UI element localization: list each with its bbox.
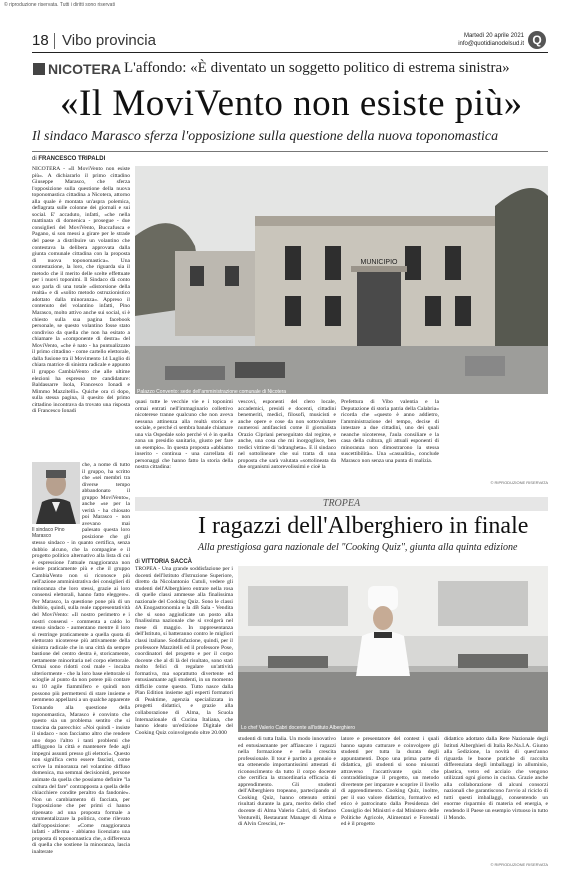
article2-headline: I ragazzi dell'Alberghiero in finale xyxy=(198,513,529,539)
article1-headline: «Il MoviVento non esiste più» xyxy=(60,83,523,124)
header-rule xyxy=(32,52,548,53)
portrait-caption: Il sindaco Pino Marasco xyxy=(32,527,65,539)
article1-col4: vescovi, esponenti del clero locale, accademici, presidi e docenti, cittadini benemeriti, medici, filosofi, musicisti e anche opere e cose da non sottovalutare numerosi antifascisti come il giornalista Orazio Cipriani perseguitato dal regime, e anche, una cosa che mi inorgoglisce, ben tredici vittime di 'ndrangheta». E il sindaco nel sottolineare che sui tratta di una proposta che sarà valutata «sottolineata da due organismi autorevolissimi e cioè la xyxy=(238,399,336,471)
building-caption: Palazzo Convento: sede dell'amministrazione comunale di Nicotera xyxy=(137,389,287,395)
header-date: Martedì 20 aprile 2021 xyxy=(463,33,524,39)
article2-col1: TROPEA - Una grande soddisfazione per i docenti dell'Istituto d'Istruzione Superiore, diretto da Nicolantonio Cutuli, vedere gli studenti dell'Alberghiero entrare nella rosa di quelle classi ammesse alla finalissima nazionale del Cooking Quiz. Sono le classi 4A Enogastronomia e la 4B Sala - Vendita che si sono aggiudicate un posto alla finalissima nazionale che si svolgerà nel mese di maggio. In rappresentanza dell'Istituto, si batteranno contro le migliori classi italiane. Soddisfazione, quindi, per il professore Mazzitelli ed il professore Pose, coordinatori del progetto e per il corpo docente che al di là del risultato, sono stati molto felici di regalare un'attività formativa, ma soprattutto divertente ed entusiasmante agli studenti, in un momento difficile come questo. Tutto nasce dalla Plan Edition insieme agli esperti formatori di Peaktime, agenzia specializzata in progetti didattici, e grazie alla collaborazione di Alma, la Scuola Internazionale di Cucina Italiana, che hanno ideato un'edizione Digitale del Cooking Quiz coinvolgendo oltre 20.000 xyxy=(135,566,233,736)
newspaper-logo: Q xyxy=(528,31,546,49)
article2-tag: TROPEA xyxy=(135,497,548,511)
article1-col3: quasi tutte le vecchie vie e i toponimi ormai entrati nell'immaginario collettivo nicoterese tranne qualcuno che non aveva nessuna attinenza alla realtà storica e sociale, e perché ci sembra banale chiamare una via Ospedale solo perché vi è in quella zona un presidio sanitario, giusto per fare un esempio». In questa proposta «abbiamo inserito - continua - una carrellata di personaggi che hanno fatto la storia della nostra cittadina: xyxy=(135,399,233,471)
header-email: info@quotidianodelsud.it xyxy=(458,41,524,47)
article1-rule xyxy=(32,151,548,152)
article1-col1-wrap: che, a nome di tutto il gruppo, ha scritto che «sei membri tra diverse tempo abbandonato il gruppo MoviVento», anche «se per la verità - ha chiosato poi Marasco - non avevano mai palesato questa loro posizione che gli xyxy=(82,462,130,540)
top-notice: © riproduzione riservata. Tutti i diritti sono riservati xyxy=(4,2,115,8)
article2-credit: © RIPRODUZIONE RISERVATA xyxy=(490,862,548,867)
mayor-portrait xyxy=(32,462,80,524)
article2-col4: didattico adottato dalla Rete Nazionale degli Istituti Alberghieri di Italia Re.Na.I.A. Giunto alla 5edizione, la novità di quest'anno riguarda le buone pratiche di raccolta differenziata degli imballaggi in alluminio, plastica, vetro ed acciaio che vengono utilizzati ogni giorno in cucina. Grazie anche alla collaborazione di alcuni consorzi nazionali che garantiscono l'avvio al riciclo di tutti questi imballaggi, consentendo un enorme risparmio di materia ed energia, e rendendo il Paese un esempio virtuoso in tutto il Mondo. xyxy=(444,736,548,821)
kicker-square xyxy=(33,63,45,75)
byline-author: FRANCESCO TRIPALDI xyxy=(38,156,106,162)
article1-col1-bottom: stesso sindaco - in quanto certifica, senza dubbio alcuno, che la compagine e il progetto politico alternativo alla lista di cui è espressione l'attuale maggioranza non esiste praticamente più e che il gruppo CambiaVento non si riconosce più nell'azione amministrativa dei consiglieri di minoranza che loro stessi, grazie ai loro consensi elettorali, hanno fatto eleggere». Per Marasco, la questione pone più di un dubbio, quindi, sulla reale rappresentatività del MoviVento: «Il nostro perimetro e i nostri consensi - commenta a caldo lo stesso sindaco - aumentano mentre il loro si restringe praticamente a quella quota di elettorato nicoterese più attivamente della sinistra radicale che in una città da sempre bastione del centro destra è, storicamente, nettamente minoritaria nel corpo elettorale. Ormai sono ridotti così male - incalza ulteriormente - che la loro base elettorale si scioglie al punto da non potere più contare su 10 agile fiammifero e quindi non possono più permettersi di stare insieme e nemmeno appellarsi a un qualche apparente xyxy=(32,540,130,702)
article2-byline xyxy=(135,559,192,565)
section-name: Vibo provincia xyxy=(62,32,156,49)
article2-subhead: Alla prestigiosa gara nazionale del "Cooking Quiz", giunta alla quinta edizione xyxy=(198,542,518,553)
chef-caption: Lo chef Valerio Cabri docente all'istituto Alberghiero xyxy=(241,725,355,731)
building-sign: MUNICIPIO xyxy=(360,259,398,266)
header-divider xyxy=(54,33,55,49)
article1-col5: Prefettura di Vibo valentia e la Deputazione di storia patria della Calabria» ricorda che «questo è anno addietro, l'amministrazione del tempo, decise di intestare a due cittadini, uno dei quali neanche nicoterese, l'aula consiliare e la casa della cultura, gli attuali esponenti di minoranza non dimostrarono la stessa suscettibilità». Una «casualità», conclude Marasco non senza una punta di malizia. xyxy=(341,399,439,464)
chef-photo xyxy=(238,566,548,732)
byline-author: VITTORIA SACCÀ xyxy=(141,559,193,565)
article1-subhead: Il sindaco Marasco sferza l'opposizione sulla questione della nuova toponomastica xyxy=(32,129,499,144)
article1-byline xyxy=(32,156,105,162)
byline-prefix: di xyxy=(135,559,140,565)
article1-credit: © RIPRODUZIONE RISERVATA xyxy=(490,480,548,485)
article2-col3: latore e presentatore del contest i quali hanno saputo catturare e coinvolgere gli studenti per tutta la durata degli appuntamenti. Dopo una prima parte di didattica, gli studenti si sono misurati attraverso l'accattivante quiz che contraddistingue il progetto, un metodo divertente per imparare e scoprire il livello di apprendimento. Cooking Quiz, inoltre, per il suo valore didattico, formativo ed etico è patrocinato dalla Presidenza del Consiglio dei Ministri e dal Ministero delle Politiche Agricole, Alimentari e Forestali ed è il progetto xyxy=(341,736,439,828)
article1-kicker: NICOTERA xyxy=(48,61,122,77)
article1-col1-top: NICOTERA - «Il MoviVento non esiste più». A dichiararlo il primo cittadino Giuseppe Marasco, che sferza l'opposizione sulla questione della nuova toponomastica cittadina a Nicotera, attorno alla quale è montata un'aspra polemica, deflagrata sulle colonne dei giornali e sui social. E' accaduto, infatti, «che nella mattinata di domenica - prosegue - due consiglieri del MoviVento, Buccafusca e Pagano, si son messi a girare per le strade del paese a distribuire un volantino che contestava la delibera approvata dalla giunta comunale cittadina con la proposta di nuova toponomastica». Una contestazione, la loro, che riguarda sia il metodo che il merito delle scelte effettuate per i nuovi toponimi. Il Sindaco dà conto suo parla di una totale «distorsione della realtà» e di «solito metodo ostruzionistico adottato dalla minoranza». Appreso il contenuto del volantino infatti, Pino Marasco, molto attivo anche sui social, si è chiesto sulla sua pagina facebook personale, se questo volantino fosse stato condiviso da quella che non ha esitato a chiamare la «componente di destra» del MoviVento, «che è nato - ha puntualizzato il primo cittadino - come cartello elettorale, dalla fusione tra il Movimento 14 Luglio di chiara matrice di sinistra radicale e appunto il gruppo CambiaVento che alle ultime elezioni ha espresso tre candidature: Baldassarre Isola, Francesco Ionadi e Mimmo Mazzitelli». Quiche ora ci dopo, sulla stessa pagina, il quesito del primo cittadino incontrava da trovato una risposta di Francesco Ionadi xyxy=(32,166,130,415)
article2-col2: studenti di tutta Italia. Un modo innovativo ed entusiasmante per affiancare i ragazzi nella formazione e nella crescita professionale. Il tour è partito a gennaio e sta ottenendo importantissimi attestati di riconoscimento da tutto il corpo docente che certifica la straordinaria efficacia di apprendimento. Gli studenti dell'Alberghiero tropeano, partecipando al Cooking Quiz, hanno ottenuto ottimi risultati durante la gara, merito dello chef docente di Alma Valerio Cabri, di Stefano Venturelli, Restaurant Manager di Alma e di Alvin Crescini, re- xyxy=(238,736,336,828)
building-photo xyxy=(135,166,548,394)
page-number: 18 xyxy=(32,32,49,49)
byline-prefix: di xyxy=(32,156,37,162)
article1-overtitle: L'affondo: «È diventato un soggetto politico di estrema sinistra» xyxy=(124,60,510,76)
article1-col2-bottom: Tornando alla questione della toponomastica, Marasco è convinto che questo sia un problema sentito che si trascina da parecchio: «Noi quindi - insiste il sindaco - non facciamo altro che rendere uno dopo l'altro i tanti problemi che affliggono la città e mantenere fede agli impegni assunti presso gli elettori». Questo non significa certo essere fascisti, come scrive la minoranza nel volantino diffuso domenica, ma semmai decisionisti, persone animate da quella che possiamo definire "la cultura del fare" contrapposta a quella delle chiacchiere condite peraltro da fandonie». Non un cambiamento di facciata, per l'opposizione che per primi ci hanno ripensato ad una proposta formale a strumentalizzare la politica, come rilevato dall'opposizione: «Come maggioranza infatti - afferma - abbiamo licenziato una proposta di toponomastica che, a differenza di quella che sostiene la minoranza, lascia inalterate xyxy=(32,705,130,856)
